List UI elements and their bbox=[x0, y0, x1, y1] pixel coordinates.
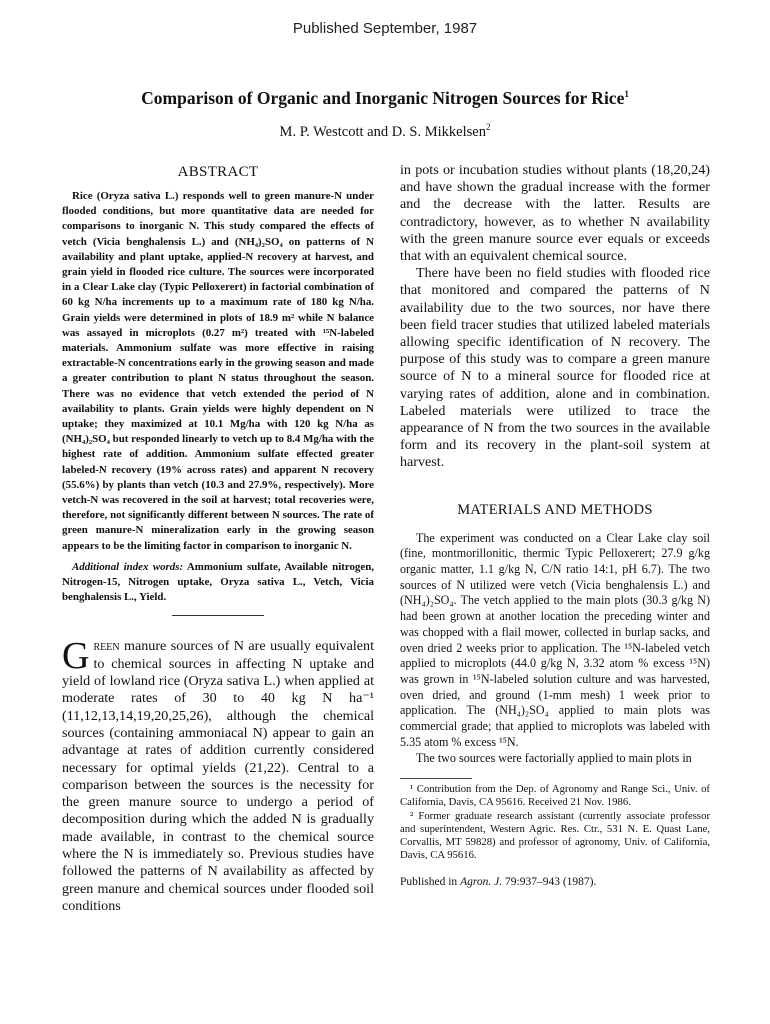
left-column bbox=[62, 162, 374, 915]
footnote-2: ² Former graduate research assistant (currently associate professor and superintendent, Western Agric. Res. Ctr., 531 N. E. Quast Lane, Corvallis, MT 59828) and professor of agronomy, Univ. of California, Davis, CA 95616. bbox=[400, 809, 710, 862]
intro-text: manure sources of N are usually equivalent to chemical sources in affecting N uptake and yield of lowland rice (Oryza sativa L.) when applied at moderate rates of 30 to 40 kg N ha⁻¹ (11,12,13,14,19,20,25,26), although the chemical sources (containing ammoniacal N) appear to gain an advantage at rates of addition currently considered necessary for optimal yields (21,22). Central to a comparison between the sources is the necessity for the green manure source to undergo a period of decomposition during which the added N is gradually made available, in contrast to the chemical source where the N is immediately so. Previous studies have followed the patterns of N availability as affected by green manure and chemical sources under flooded soil conditions bbox=[62, 638, 374, 914]
citation-details: 79:937–943 (1987). bbox=[505, 876, 597, 889]
author-names: M. P. Westcott and D. S. Mikkelsen bbox=[279, 124, 486, 140]
index-words-list: Ammonium sulfate, Available nitrogen, Nitrogen-15, Nitrogen uptake, Oryza sativa L., Vetch, Vicia benghalensis L., Yield. bbox=[62, 560, 374, 604]
introduction-paragraph bbox=[62, 635, 374, 915]
article-authors bbox=[0, 124, 770, 141]
authors-footnote-mark: 2 bbox=[485, 122, 491, 133]
article-title-text: Comparison of Organic and Inorganic Nitrogen Sources for Rice bbox=[141, 88, 625, 108]
intro-continuation: in pots or incubation studies without plants (18,20,24) and have shown the gradual increase with the former and the decrease with the latter. Results are contradictory, however, as to whether N availability with the green manure source ever equals or exceeds that with an equivalent chemical source. bbox=[400, 162, 710, 265]
methods-heading: MATERIALS AND METHODS bbox=[457, 501, 653, 518]
article-title bbox=[0, 88, 770, 109]
methods-paragraph-1: The experiment was conducted on a Clear Lake clay soil (fine, montmorillonitic, thermic Typic Pelloxerert; 27.9 g/kg organic matter, 1.1 g/kg N, C/N ratio 14:1, pH 6.7). The two sources of N utilized were vetch (Vicia benghalensis L.) and (NH₄)₂SO₄. The vetch applied to the main plots (30.3 g/kg N) had been grown at another location the preceding winter and was chopped with a flail mower, collected in burlap sacks, and oven dried 2 weeks prior to application. The ¹⁵N-labeled vetch applied to microplots (44.0 g/kg N, 3.32 atom % excess ¹⁵N) was grown in ¹⁵N-labeled solution culture and was harvested, oven dried, and ground (1-mm mesh) 1 week prior to application. The (NH₄)₂SO₄ applied to main plots was commercial grade; that applied to microplots was labeled with 5.35 atom % excess ¹⁵N. bbox=[400, 530, 710, 749]
methods-paragraph-2: The two sources were factorially applied to main plots in bbox=[416, 750, 692, 765]
title-footnote-mark: 1 bbox=[624, 89, 629, 100]
index-words bbox=[62, 560, 374, 606]
journal-name: Agron. J. bbox=[460, 876, 503, 889]
citation-prefix: Published in bbox=[400, 876, 458, 889]
publication-date-line: Published September, 1987 bbox=[292, 20, 478, 37]
right-column bbox=[400, 162, 710, 888]
intro-lead-word: reen bbox=[93, 638, 120, 655]
study-purpose-paragraph: There have been no field studies with flooded rice that monitored and compared the patterns of N availability due to the two sources, nor have there been field tracer studies that utilized labeled materials allowing specific identification of N recovery. The purpose of this study was to compare a green manure source of N to a mineral source for flooded rice at varying rates of addition, alone and in combination. Labeled materials were utilized to trace the appearance of N from the two sources in the available form and its recovery in the plant-soil system at harvest. bbox=[400, 265, 710, 471]
footnote-1: ¹ Contribution from the Dep. of Agronomy and Range Sci., Univ. of California, Davis, CA 95616. Received 21 Nov. 1986. bbox=[400, 783, 710, 809]
abstract-divider bbox=[172, 615, 264, 616]
abstract-text: Rice (Oryza sativa L.) responds well to green manure-N under flooded conditions, but more quantitative data are needed for comparisons to inorganic N. This study compared the effects of vetch (Vicia benghalensis L.) and (NH₄)₂SO₄ on patterns of N availability and plant uptake, applied-N recovery at harvest, and grain yield in flooded rice culture. The sources were incorporated in a Clear Lake clay (Typic Pelloxerert) in factorial combination of 60 kg N/ha increments up to a maximum rate of 180 kg N/ha. Grain yields were determined in plots of 18.9 m² while N balance was assayed in microplots (0.27 m²) treated with ¹⁵N-labeled materials. Ammonium sulfate was more effective in raising extractable-N concentrations early in the growing season and made a greater contribution to plant N status throughout the season. There was no evidence that vetch extended the period of N availability to plants. Grain yields were highly dependent on N uptake; they maximized at 10.1 Mg/ha with 120 kg N/ha as (NH₄)₂SO₄ but responded linearly to vetch up to 8.4 Mg/ha with the highest rate of addition. Ammonium sulfate effected greater labeled-N recovery (19% across rates) and apparent N recovery (55.6%) by plants than vetch (10.3 and 27.9%, respectively). More vetch-N was recovered in the soil at harvest; total recoveries were, therefore, not significantly different between N sources. The rate of green manure-N mineralization early in the growing season appears to be the limiting factor in comparison to inorganic N. bbox=[62, 190, 374, 552]
abstract-heading: ABSTRACT bbox=[177, 164, 259, 180]
index-words-label: Additional index words: bbox=[72, 560, 184, 573]
drop-cap: G bbox=[62, 635, 90, 678]
footnote-divider bbox=[400, 778, 472, 779]
citation-line bbox=[400, 876, 710, 888]
